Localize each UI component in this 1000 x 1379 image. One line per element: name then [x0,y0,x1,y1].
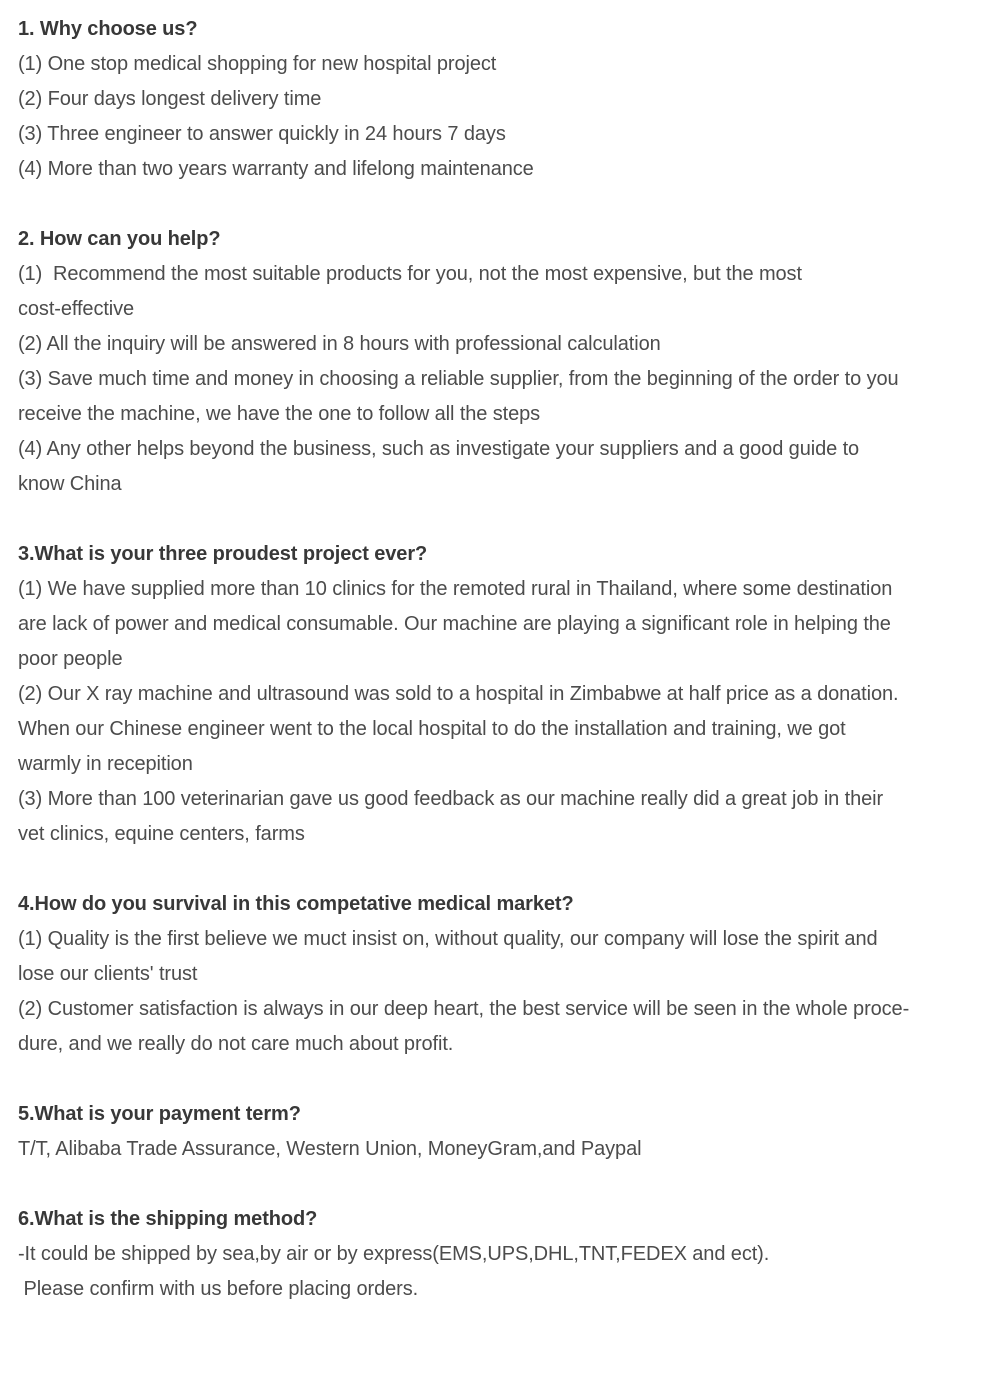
faq-question: 2. How can you help? [18,228,221,250]
faq-answer [18,257,980,502]
faq-answer-line: (2) Customer satisfaction is always in our deep heart, the best service will be seen in the whole proce- [18,998,910,1020]
faq-answer-line: T/T, Alibaba Trade Assurance, Western Union, MoneyGram,and Paypal [18,1138,642,1160]
faq-answer-line: lose our clients' trust [18,963,198,985]
faq-answer-line: (1) Quality is the first believe we muct insist on, without quality, our company will lose the spirit and [18,928,878,950]
faq-answer [18,1132,980,1167]
faq-section [18,1202,980,1307]
faq-answer-line: (2) Four days longest delivery time [18,88,322,110]
faq-answer [18,572,980,852]
faq-answer-line: (4) Any other helps beyond the business, such as investigate your suppliers and a good guide to [18,438,860,460]
faq-answer [18,922,980,1062]
faq-section [18,222,980,502]
faq-answer-line: (3) Three engineer to answer quickly in 24 hours 7 days [18,123,506,145]
faq-answer-line: cost-effective [18,298,135,320]
faq-section [18,12,980,187]
faq-answer-line: (3) Save much time and money in choosing a reliable supplier, from the beginning of the order to you [18,368,899,390]
faq-answer-line: (2) Our X ray machine and ultrasound was sold to a hospital in Zimbabwe at half price as a donation. [18,683,899,705]
faq-answer-line: (3) More than 100 veterinarian gave us good feedback as our machine really did a great job in their [18,788,884,810]
faq-question: 3.What is your three proudest project ever? [18,543,428,565]
faq-question: 6.What is the shipping method? [18,1208,318,1230]
faq-answer-line: vet clinics, equine centers, farms [18,823,305,845]
faq-answer-line: Please confirm with us before placing orders. [18,1278,419,1300]
faq-answer-line: (1) One stop medical shopping for new hospital project [18,53,497,75]
faq-answer-line: poor people [18,648,123,670]
faq-question: 5.What is your payment term? [18,1103,301,1125]
faq-section [18,537,980,852]
faq-answer-line: (1) Recommend the most suitable products for you, not the most expensive, but the most [18,263,802,285]
faq-section [18,887,980,1062]
faq-answer-line: receive the machine, we have the one to follow all the steps [18,403,541,425]
faq-answer [18,47,980,187]
faq-question: 1. Why choose us? [18,18,198,40]
faq-answer-line: When our Chinese engineer went to the local hospital to do the installation and training, we got [18,718,846,740]
faq-section [18,1097,980,1167]
faq-answer-line: (1) We have supplied more than 10 clinics for the remoted rural in Thailand, where some destination [18,578,893,600]
faq-answer-line: dure, and we really do not care much about profit. [18,1033,454,1055]
faq-answer-line: (2) All the inquiry will be answered in 8 hours with professional calculation [18,333,661,355]
faq-answer-line: warmly in recepition [18,753,193,775]
faq-answer-line: are lack of power and medical consumable. Our machine are playing a significant role in helping the [18,613,891,635]
faq-answer [18,1237,980,1307]
faq-question: 4.How do you survival in this competative medical market? [18,893,574,915]
faq-answer-line: -It could be shipped by sea,by air or by express(EMS,UPS,DHL,TNT,FEDEX and ect). [18,1243,770,1265]
faq-answer-line: know China [18,473,122,495]
faq-answer-line: (4) More than two years warranty and lifelong maintenance [18,158,534,180]
